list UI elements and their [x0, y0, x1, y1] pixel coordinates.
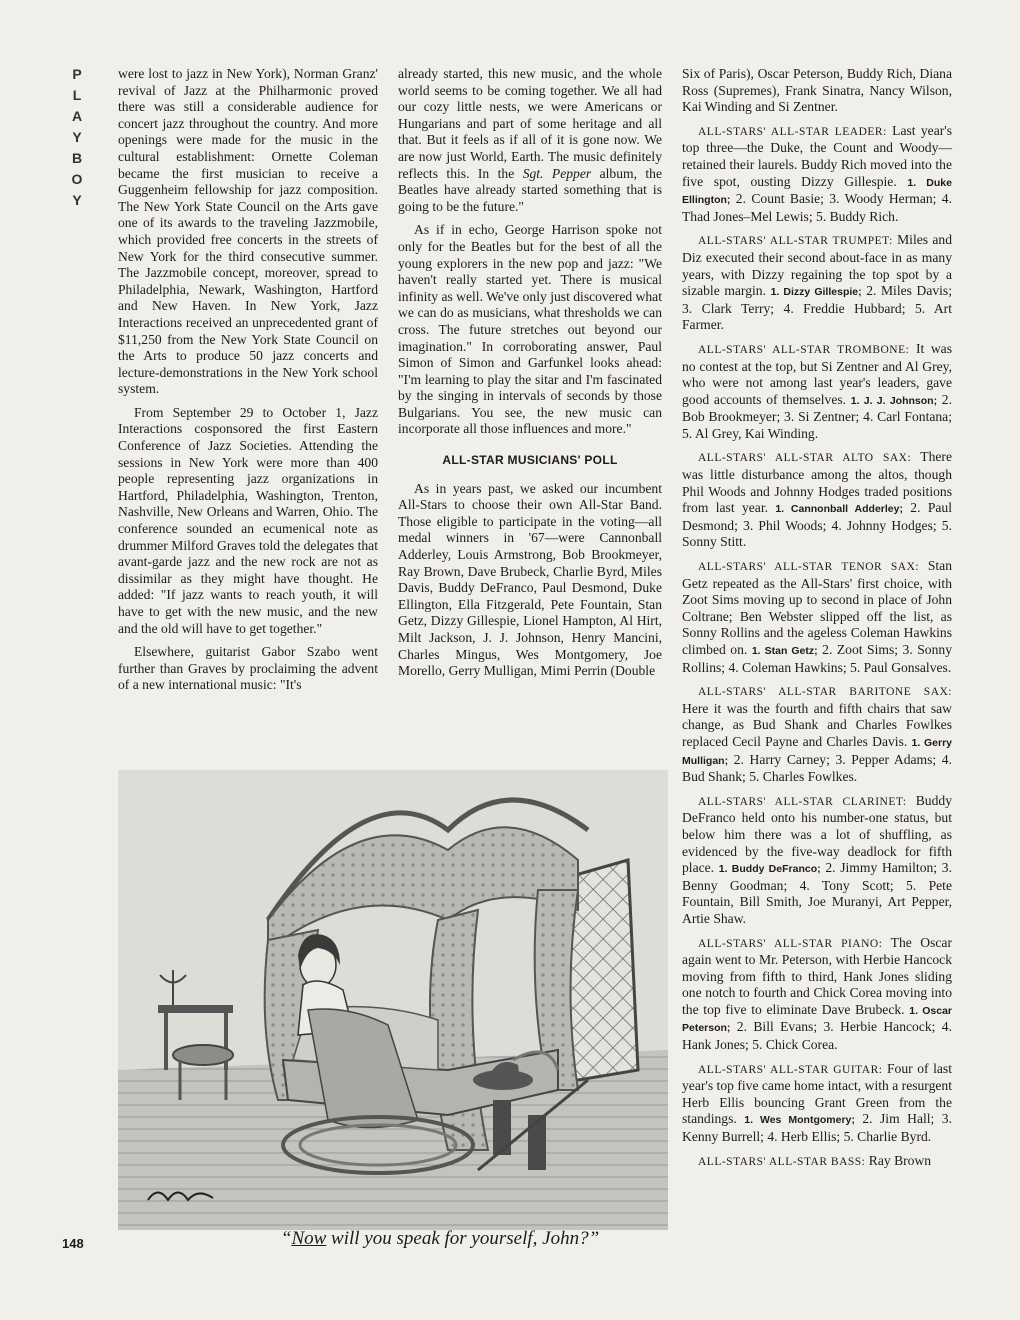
- paragraph: From September 29 to October 1, Jazz Interactions cosponsored the first Eastern Conference of Jazz Societies. Attending the sessions in New York were more than 400 people representing jazz organizations in Hartford, Philadelphia, Washington, Trenton, Nashville, New Orleans and Warren, Ohio. The conference sounded an ecumenical note as drummer Milford Graves told the delegates that avant-garde jazz and the new rock are not as dissimilar as they might have thought. He added: "If jazz wants to reach youth, it will have to get with the new music, and the new and the old will have to get together.": [118, 404, 378, 636]
- poll-text: Buddy DeFranco held onto his number-one status, but below him there was a lot of shuffling, as evidenced by the five-way deadlock for fifth place.: [682, 792, 952, 876]
- poll-results: 2. Paul Desmond; 3. Phil Woods; 4. Johnny Hodges; 5. Sonny Stitt.: [682, 500, 952, 550]
- album-title: Sgt. Pepper: [522, 165, 592, 181]
- poll-text: Ray Brown: [865, 1152, 932, 1168]
- poll-text: The Oscar again went to Mr. Peterson, with Herbie Hancock moving from fifth to third, Hank Jones sliding one notch to fourth and Chick Corea moving into the top five to eliminate Dave Brubeck.: [682, 934, 952, 1017]
- paragraph: already started, this new music, and the whole world seems to be coming together. We all had our cozy little nests, we were Americans or Hungarians and part of some heritage and all that. But it feels as if all of it is gone now. We are now just World, Earth. The music definitely reflects this. In the Sgt. Pepper album, the Beatles have already started something that is going to be the future.": [398, 66, 662, 214]
- poll-text: Four of last year's top five came home intact, with a resurgent Herb Ellis bouncing Grant Green from the standings.: [682, 1060, 952, 1127]
- poll-winner: 1. Buddy DeFranco;: [718, 863, 821, 876]
- poll-text: There was little disturbance among the altos, though Phil Woods and Johnny Hodges traded positions from last year.: [682, 449, 952, 516]
- poll-winner: 1. Oscar Peterson;: [682, 1004, 952, 1035]
- caption-emphasis: Now: [291, 1228, 327, 1249]
- poll-text: Here it was the fourth and fifth chairs that saw change, as Bud Shank and Charles Fowlkes replaced Cecil Payne and Charles Davis.: [682, 700, 952, 749]
- text-column-1: [118, 66, 378, 701]
- poll-category-label: ALL-STARS' ALL-STAR PIANO:: [698, 937, 883, 950]
- masthead-letter: P: [72, 66, 82, 82]
- paragraph: As if in echo, George Harrison spoke not only for the Beatles but for the best of all the young explorers in the new pop and jazz: "We haven't really started yet. There is musical infinity as well. We've only just discovered what we can do as musicians, what thresholds we can cross. The future stretches out beyond our imagination." In corroborating answer, Paul Simon of Simon and Garfunkel looks ahead: "I'm learning to play the sitar and I'm fascinated by the singing in intervals of seconds by those Bulgarians. You see, the new music can incorporate all those influences and more.": [398, 222, 662, 437]
- poll-category-label: ALL-STARS' ALL-STAR ALTO SAX:: [698, 452, 912, 465]
- poll-winner: 1. Wes Montgomery;: [744, 1114, 855, 1127]
- masthead-letter: Y: [72, 192, 82, 208]
- cartoon-caption: “Now will you speak for yourself, John?”: [280, 1228, 600, 1249]
- poll-entry: [682, 683, 952, 786]
- paragraph: Elsewhere, guitarist Gabor Szabo went further than Graves by proclaiming the advent of a new international music: "It's: [118, 644, 378, 693]
- poll-entry: [682, 558, 952, 676]
- poll-winner: 1. Gerry Mulligan;: [682, 736, 952, 767]
- poll-text: Six of Paris), Oscar Peterson, Buddy Rich, Diana Ross (Supremes), Frank Sinatra, Nancy Wilson, Kai Winding and Si Zentner.: [682, 66, 952, 115]
- poll-category-label: ALL-STARS' ALL-STAR TENOR SAX:: [698, 561, 920, 574]
- poll-results: 2. Jimmy Hamilton; 3. Benny Goodman; 4. Tony Scott; 5. Pete Fountain, Bill Smith, Joe Muranyi, Art Pepper, Artie Shaw.: [682, 860, 952, 926]
- poll-text: Last year's top three—the Duke, the Count and Woody—retained their laurels. Buddy Rich moved into the five spot, ousting Dizzy Gillespie.: [682, 122, 952, 189]
- poll-results: 2. Zoot Sims; 3. Sonny Rollins; 4. Coleman Hawkins; 5. Paul Gonsalves.: [682, 642, 952, 675]
- masthead-letter: B: [71, 150, 83, 166]
- text-column-3: [682, 66, 952, 1177]
- poll-winner: 1. Dizzy Gillespie;: [770, 286, 862, 299]
- poll-winner: 1. Cannonball Adderley;: [775, 503, 903, 516]
- poll-entry: [682, 123, 952, 226]
- paragraph: As in years past, we asked our incumbent All-Stars to choose their own All-Star Band. Those eligible to participate in the voting—all medal winners in '67—were Cannonball Adderley, Louis Armstrong, Bob Brookmeyer, Ray Brown, Dave Brubeck, Charlie Byrd, Miles Davis, Buddy DeFranco, Paul Desmond, Duke Ellington, Ella Fitzgerald, Pete Fountain, Stan Getz, Dizzy Gillespie, Lionel Hampton, Al Hirt, Milt Jackson, J. J. Johnson, Henry Mancini, Charles Mingus, Wes Montgomery, Joe Morello, Gerry Mulligan, Mimi Perrin (Double: [398, 480, 662, 679]
- poll-results: 2. Harry Carney; 3. Pepper Adams; 4. Bud Shank; 5. Charles Fowlkes.: [682, 751, 952, 785]
- poll-category-label: ALL-STARS' ALL-STAR LEADER:: [698, 125, 887, 138]
- poll-text: Miles and Diz executed their second about-face in as many years, with Dizzy regaining the top spot by a sizable margin.: [682, 232, 952, 299]
- poll-category-label: ALL-STARS' ALL-STAR CLARINET:: [698, 795, 907, 808]
- section-heading: ALL-STAR MUSICIANS' POLL: [442, 453, 618, 468]
- poll-winner: 1. Duke Ellington;: [682, 176, 952, 207]
- page-number: 148: [62, 1236, 84, 1251]
- canopy-bed-cartoon-icon: [118, 770, 668, 1230]
- paragraph: were lost to jazz in New York), Norman Granz' revival of Jazz at the Philharmonic proved there was still a considerable audience for concert jazz throughout the country. And more openings were made for the music in the cultural establishment: Ornette Coleman became the first musician to receive a Guggenheim fellowship for jazz composition. The New York State Council on the Arts gave one of its awards to the traveling Jazzmobile, which provided free concerts in the streets of New York for the third consecutive summer. The Jazzmobile concept, moreover, spread to Philadelphia, Newark, Washington, Hartford and New Haven. In New York, Jazz Interactions received an unprecedented grant of $11,250 from the New York State Council on the Arts to produce 50 jazz concerts and lecture-demonstrations in the New York school system.: [118, 66, 378, 397]
- masthead-letter: A: [71, 108, 83, 124]
- poll-results: 2. Bill Evans; 3. Herbie Hancock; 4. Hank Jones; 5. Chick Corea.: [682, 1019, 952, 1053]
- text-column-2: [398, 66, 662, 687]
- poll-entry: [682, 232, 952, 334]
- poll-entry: [682, 793, 952, 928]
- masthead-letter: Y: [72, 129, 82, 145]
- poll-category-label: ALL-STARS' ALL-STAR BARITONE SAX:: [698, 686, 952, 699]
- poll-category-label: ALL-STARS' ALL-STAR TROMBONE:: [698, 343, 910, 356]
- poll-text: Stan Getz repeated as the All-Stars' first choice, with Zoot Sims moving up to second in place of John Coltrane; Ben Webster slipped off the list, as Sonny Rollins and the ageless Coleman Hawkins climbed on.: [682, 558, 952, 657]
- poll-winner: 1. Stan Getz;: [751, 645, 818, 657]
- poll-entry: [682, 935, 952, 1054]
- poll-category-label: ALL-STARS' ALL-STAR GUITAR:: [698, 1063, 883, 1076]
- poll-results: 2. Bob Brookmeyer; 3. Si Zentner; 4. Carl Fontana; 5. Al Grey, Kai Winding.: [682, 391, 952, 441]
- poll-entry: [682, 1153, 952, 1171]
- poll-entry: [682, 449, 952, 551]
- poll-text: It was no contest at the top, but Si Zentner and Al Grey, who were not among last year's leaders, gave good accounts of themselves.: [682, 340, 952, 407]
- poll-results: 2. Count Basie; 3. Woody Herman; 4. Thad Jones–Mel Lewis; 5. Buddy Rich.: [682, 191, 952, 224]
- poll-results: 2. Jim Hall; 3. Kenny Burrell; 4. Herb Ellis; 5. Charlie Byrd.: [682, 1111, 952, 1145]
- poll-category-label: ALL-STARS' ALL-STAR TRUMPET:: [698, 235, 893, 248]
- masthead-letter: O: [71, 171, 83, 187]
- masthead-letter: L: [72, 87, 82, 103]
- masthead-vertical: [60, 66, 94, 208]
- poll-winner: 1. J. J. Johnson;: [850, 394, 938, 407]
- poll-entry: [682, 66, 952, 116]
- poll-entry: [682, 1061, 952, 1146]
- poll-entry: [682, 341, 952, 443]
- poll-results: 2. Miles Davis; 3. Clark Terry; 4. Freddie Hubbard; 5. Art Farmer.: [682, 283, 953, 333]
- poll-category-label: ALL-STARS' ALL-STAR BASS:: [698, 1155, 866, 1168]
